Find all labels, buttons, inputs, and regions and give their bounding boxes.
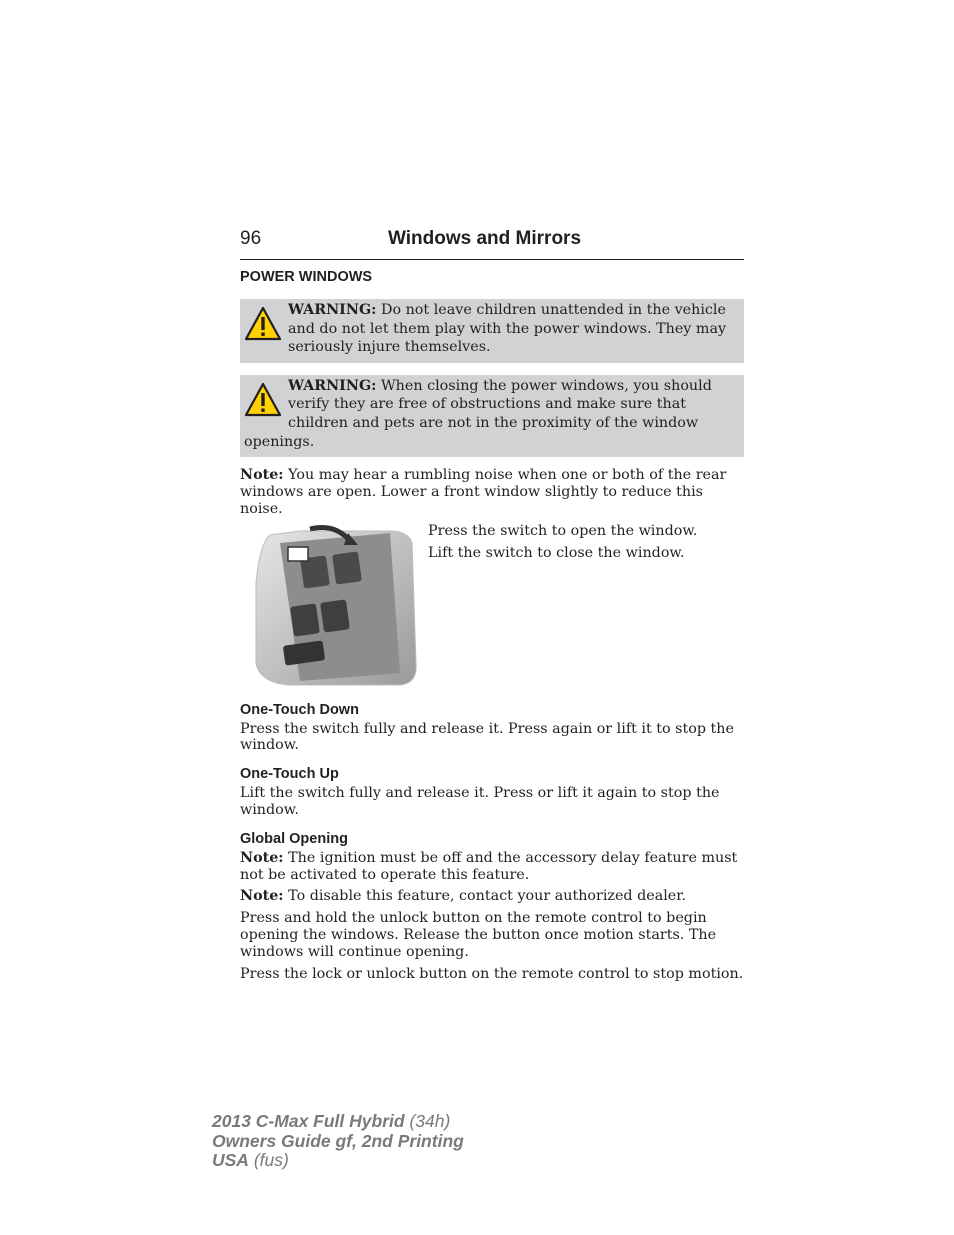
- footer-line: [212, 1132, 464, 1152]
- warning-label: WARNING:: [288, 377, 377, 394]
- footer-market-code: (fus): [253, 1150, 289, 1170]
- warning-triangle-icon: [244, 305, 282, 343]
- paragraph: Lift the switch fully and release it. Press or lift it again to stop the window.: [240, 785, 720, 818]
- page-footer: [212, 1112, 464, 1171]
- note-text: You may hear a rumbling noise when one or both of the rear windows are open. Lower a front window slightly to reduce this noise.: [240, 467, 727, 517]
- section-title: POWER WINDOWS: [240, 269, 373, 285]
- note-paragraph: [240, 467, 744, 517]
- footer-market: USA: [212, 1150, 249, 1170]
- subheading-global-opening: Global Opening: [240, 830, 348, 847]
- page-header: [240, 228, 744, 260]
- figure-caption-line: Press the switch to open the window.: [428, 522, 698, 539]
- warning-box: [240, 299, 744, 363]
- note-text: To disable this feature, contact your authorized dealer.: [288, 888, 687, 905]
- note-text: The ignition must be off and the accessory delay feature must not be activated to operate this feature.: [240, 849, 738, 883]
- paragraph: Press the switch fully and release it. Press again or lift it to stop the window.: [240, 720, 734, 754]
- figure-row: [240, 523, 744, 688]
- footer-line: [212, 1112, 464, 1132]
- figure-caption: [428, 523, 697, 688]
- footer-line: [212, 1151, 464, 1171]
- subheading-one-touch-down: One-Touch Down: [240, 701, 359, 718]
- note-label: Note:: [240, 849, 284, 866]
- page-number: 96: [240, 228, 262, 249]
- note-label: Note:: [240, 467, 284, 484]
- warning-triangle-icon: [244, 381, 282, 419]
- warning-label: WARNING:: [288, 302, 377, 318]
- footer-printing: Owners Guide gf, 2nd Printing: [212, 1130, 464, 1151]
- subheading-one-touch-up: One-Touch Up: [240, 766, 339, 783]
- window-switch-illustration: [240, 523, 428, 688]
- figure-caption-line: Lift the switch to close the window.: [428, 545, 685, 562]
- chapter-title: Windows and Mirrors: [388, 228, 582, 249]
- warning-text: Do not leave children unattended in the vehicle and do not let them play with the power windows. They may seriously injure themselves.: [288, 302, 727, 356]
- warning-box: [240, 375, 744, 457]
- footer-model: 2013 C-Max Full Hybrid: [212, 1111, 405, 1131]
- warning-text: When closing the power windows, you should verify they are free of obstructions and make sure that children and pets are not in the proximity of the window openings.: [244, 377, 712, 450]
- note-label: Note:: [240, 888, 284, 905]
- note-paragraph: [240, 850, 744, 884]
- paragraph: Press and hold the unlock button on the remote control to begin opening the windows. Release the button once motion starts. The windows will continue opening.: [240, 910, 717, 960]
- footer-code: (34h): [409, 1111, 451, 1131]
- note-paragraph: [240, 888, 744, 905]
- page-content: [240, 228, 744, 987]
- paragraph: Press the lock or unlock button on the remote control to stop motion.: [240, 965, 744, 982]
